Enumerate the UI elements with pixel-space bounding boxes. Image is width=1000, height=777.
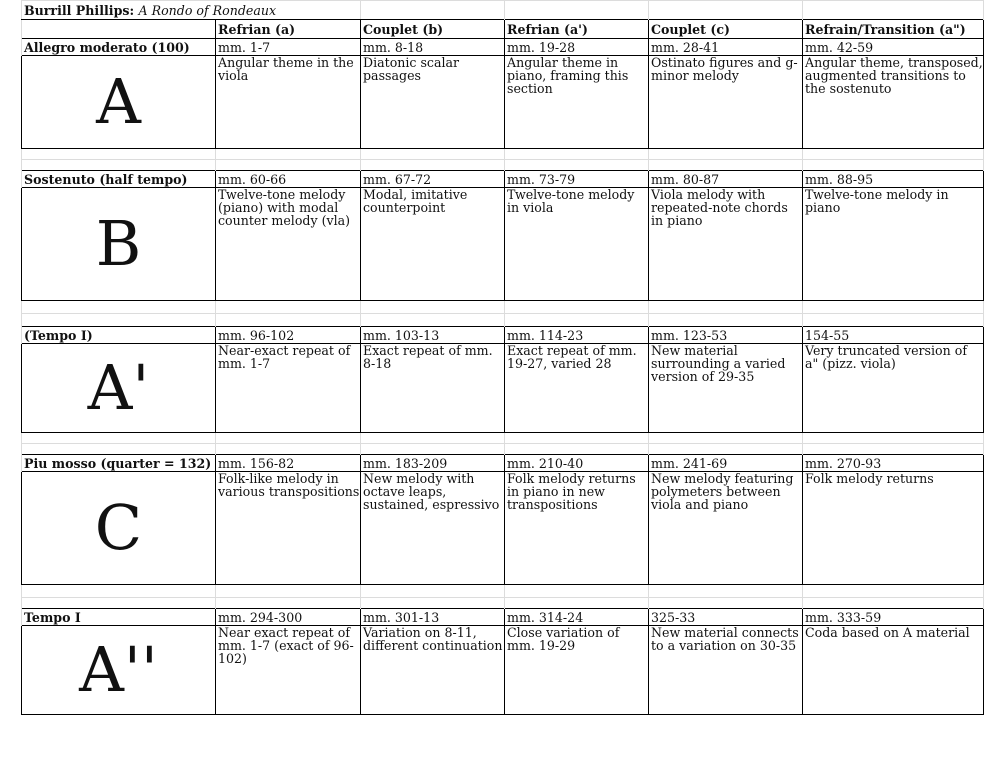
description-cell[interactable]: New material connects to a variation on 30-35 (649, 626, 803, 715)
empty-cell[interactable] (649, 585, 803, 598)
empty-row (22, 433, 984, 444)
empty-cell[interactable] (505, 598, 649, 609)
measure-cell[interactable]: mm. 96-102 (216, 327, 361, 344)
tempo-cell[interactable]: Sostenuto (half tempo) (22, 171, 216, 188)
section-letter-cell[interactable]: A (22, 56, 216, 149)
empty-cell[interactable] (505, 301, 649, 314)
description-cell[interactable]: Angular theme in the viola (216, 56, 361, 149)
title-row (22, 1, 984, 20)
empty-cell[interactable] (803, 433, 984, 444)
measure-cell[interactable]: mm. 210-40 (505, 455, 649, 472)
empty-cell[interactable] (22, 301, 216, 314)
empty-cell[interactable] (361, 149, 505, 160)
section-letter-cell[interactable]: C (22, 472, 216, 585)
empty-cell[interactable] (803, 301, 984, 314)
description-cell[interactable]: New melody featuring polymeters between viola and piano (649, 472, 803, 585)
empty-row (22, 444, 984, 455)
description-cell[interactable]: Exact repeat of mm. 19-27, varied 28 (505, 344, 649, 433)
description-cell[interactable]: Near-exact repeat of mm. 1-7 (216, 344, 361, 433)
empty-cell[interactable] (216, 314, 361, 327)
empty-cell[interactable] (803, 598, 984, 609)
empty-cell[interactable] (803, 160, 984, 171)
measure-cell[interactable]: mm. 314-24 (505, 609, 649, 626)
description-row (22, 56, 984, 149)
measures-row (22, 171, 984, 188)
measure-cell[interactable]: mm. 8-18 (361, 39, 505, 56)
empty-cell[interactable] (361, 1, 505, 20)
empty-cell[interactable] (803, 444, 984, 455)
measure-cell[interactable]: mm. 270-93 (803, 455, 984, 472)
section-letter-cell[interactable]: A' (22, 344, 216, 433)
measure-cell[interactable]: 325-33 (649, 609, 803, 626)
measure-cell[interactable]: mm. 67-72 (361, 171, 505, 188)
measure-cell[interactable]: mm. 294-300 (216, 609, 361, 626)
section-letter-cell[interactable]: B (22, 188, 216, 301)
empty-row (22, 314, 984, 327)
measure-cell[interactable]: mm. 60-66 (216, 171, 361, 188)
empty-cell[interactable] (216, 160, 361, 171)
measures-row (22, 39, 984, 56)
empty-cell[interactable] (361, 301, 505, 314)
header-cell[interactable]: Refrian (a') (505, 20, 649, 39)
header-row (22, 20, 984, 39)
description-row (22, 626, 984, 715)
measure-cell[interactable]: mm. 42-59 (803, 39, 984, 56)
description-cell[interactable]: Very truncated version of a" (pizz. viola) (803, 344, 984, 433)
measure-cell[interactable]: mm. 123-53 (649, 327, 803, 344)
empty-cell[interactable] (649, 444, 803, 455)
tempo-cell[interactable]: (Tempo I) (22, 327, 216, 344)
measures-row (22, 609, 984, 626)
measure-cell[interactable]: mm. 73-79 (505, 171, 649, 188)
measures-row (22, 327, 984, 344)
empty-cell[interactable] (216, 149, 361, 160)
tempo-cell[interactable]: Tempo I (22, 609, 216, 626)
description-cell[interactable]: Ostinato figures and g-minor melody (649, 56, 803, 149)
measure-cell[interactable]: mm. 156-82 (216, 455, 361, 472)
measure-cell[interactable]: mm. 103-13 (361, 327, 505, 344)
empty-cell[interactable] (649, 301, 803, 314)
description-cell[interactable]: Exact repeat of mm. 8-18 (361, 344, 505, 433)
description-cell[interactable]: Angular theme in piano, framing this section (505, 56, 649, 149)
empty-cell[interactable] (22, 433, 216, 444)
description-cell[interactable]: Close variation of mm. 19-29 (505, 626, 649, 715)
empty-cell[interactable] (361, 585, 505, 598)
rondo-form-table (21, 0, 984, 715)
measure-cell[interactable]: mm. 28-41 (649, 39, 803, 56)
empty-cell[interactable] (505, 444, 649, 455)
empty-cell[interactable] (216, 433, 361, 444)
description-cell[interactable]: Coda based on A material (803, 626, 984, 715)
empty-cell[interactable] (649, 314, 803, 327)
measure-cell[interactable]: mm. 241-69 (649, 455, 803, 472)
measure-cell[interactable]: mm. 114-23 (505, 327, 649, 344)
description-cell[interactable]: Modal, imitative counterpoint (361, 188, 505, 301)
tempo-cell[interactable]: Piu mosso (quarter = 132) (22, 455, 216, 472)
header-cell[interactable]: Refrain/Transition (a") (803, 20, 984, 39)
empty-cell[interactable] (649, 160, 803, 171)
empty-cell[interactable] (505, 149, 649, 160)
description-cell[interactable]: Variation on 8-11, different continuation (361, 626, 505, 715)
empty-cell[interactable] (803, 585, 984, 598)
measure-cell[interactable]: mm. 88-95 (803, 171, 984, 188)
empty-cell[interactable] (22, 160, 216, 171)
empty-cell[interactable] (803, 149, 984, 160)
description-cell[interactable]: New material surrounding a varied version of 29-35 (649, 344, 803, 433)
empty-cell[interactable] (22, 444, 216, 455)
description-row (22, 188, 984, 301)
measure-cell[interactable]: mm. 80-87 (649, 171, 803, 188)
header-cell[interactable]: Couplet (c) (649, 20, 803, 39)
empty-row (22, 585, 984, 598)
description-row (22, 472, 984, 585)
empty-cell[interactable] (361, 444, 505, 455)
header-cell[interactable]: Couplet (b) (361, 20, 505, 39)
work-title: A Rondo of Rondeaux (138, 2, 277, 18)
measure-cell[interactable]: mm. 1-7 (216, 39, 361, 56)
description-cell[interactable]: Twelve-tone melody in viola (505, 188, 649, 301)
empty-cell[interactable] (216, 598, 361, 609)
empty-cell[interactable] (649, 149, 803, 160)
empty-cell[interactable] (505, 1, 649, 20)
measure-cell[interactable]: mm. 183-209 (361, 455, 505, 472)
empty-cell[interactable] (361, 314, 505, 327)
empty-cell[interactable] (216, 444, 361, 455)
description-row (22, 344, 984, 433)
empty-cell[interactable] (505, 585, 649, 598)
description-cell[interactable]: Near exact repeat of mm. 1-7 (exact of 96-102) (216, 626, 361, 715)
spreadsheet-sheet (21, 0, 983, 715)
description-cell[interactable]: Viola melody with repeated-note chords in piano (649, 188, 803, 301)
empty-cell[interactable] (22, 598, 216, 609)
description-cell[interactable]: Diatonic scalar passages (361, 56, 505, 149)
header-corner-cell[interactable] (22, 20, 216, 39)
empty-cell[interactable] (649, 598, 803, 609)
empty-row (22, 149, 984, 160)
empty-cell[interactable] (216, 301, 361, 314)
composer-name: Burrill Phillips: (24, 2, 135, 18)
empty-cell[interactable] (361, 160, 505, 171)
empty-cell[interactable] (803, 1, 984, 20)
empty-cell[interactable] (505, 433, 649, 444)
empty-cell[interactable] (361, 433, 505, 444)
empty-cell[interactable] (216, 585, 361, 598)
empty-cell[interactable] (22, 585, 216, 598)
measures-row (22, 455, 984, 472)
empty-row (22, 160, 984, 171)
measure-cell[interactable]: mm. 301-13 (361, 609, 505, 626)
empty-cell[interactable] (649, 1, 803, 20)
section-letter-cell[interactable]: A'' (22, 626, 216, 715)
empty-row (22, 598, 984, 609)
empty-cell[interactable] (505, 160, 649, 171)
description-cell[interactable]: Angular theme, transposed, augmented transitions to the sostenuto (803, 56, 984, 149)
measure-cell[interactable]: mm. 333-59 (803, 609, 984, 626)
description-cell[interactable]: Twelve-tone melody in piano (803, 188, 984, 301)
description-cell[interactable]: Twelve-tone melody (piano) with modal counter melody (vla) (216, 188, 361, 301)
empty-row (22, 301, 984, 314)
measure-cell[interactable]: 154-55 (803, 327, 984, 344)
empty-cell[interactable] (361, 598, 505, 609)
description-cell[interactable]: Folk melody returns in piano in new transpositions (505, 472, 649, 585)
description-cell[interactable]: Folk-like melody in various transpositions (216, 472, 361, 585)
empty-cell[interactable] (803, 314, 984, 327)
description-cell[interactable]: New melody with octave leaps, sustained, espressivo (361, 472, 505, 585)
description-cell[interactable]: Folk melody returns (803, 472, 984, 585)
header-cell[interactable]: Refrian (a) (216, 20, 361, 39)
empty-cell[interactable] (22, 149, 216, 160)
empty-cell[interactable] (649, 433, 803, 444)
empty-cell[interactable] (22, 314, 216, 327)
tempo-cell[interactable]: Allegro moderato (100) (22, 39, 216, 56)
measure-cell[interactable]: mm. 19-28 (505, 39, 649, 56)
title-cell[interactable] (22, 1, 361, 20)
empty-cell[interactable] (505, 314, 649, 327)
